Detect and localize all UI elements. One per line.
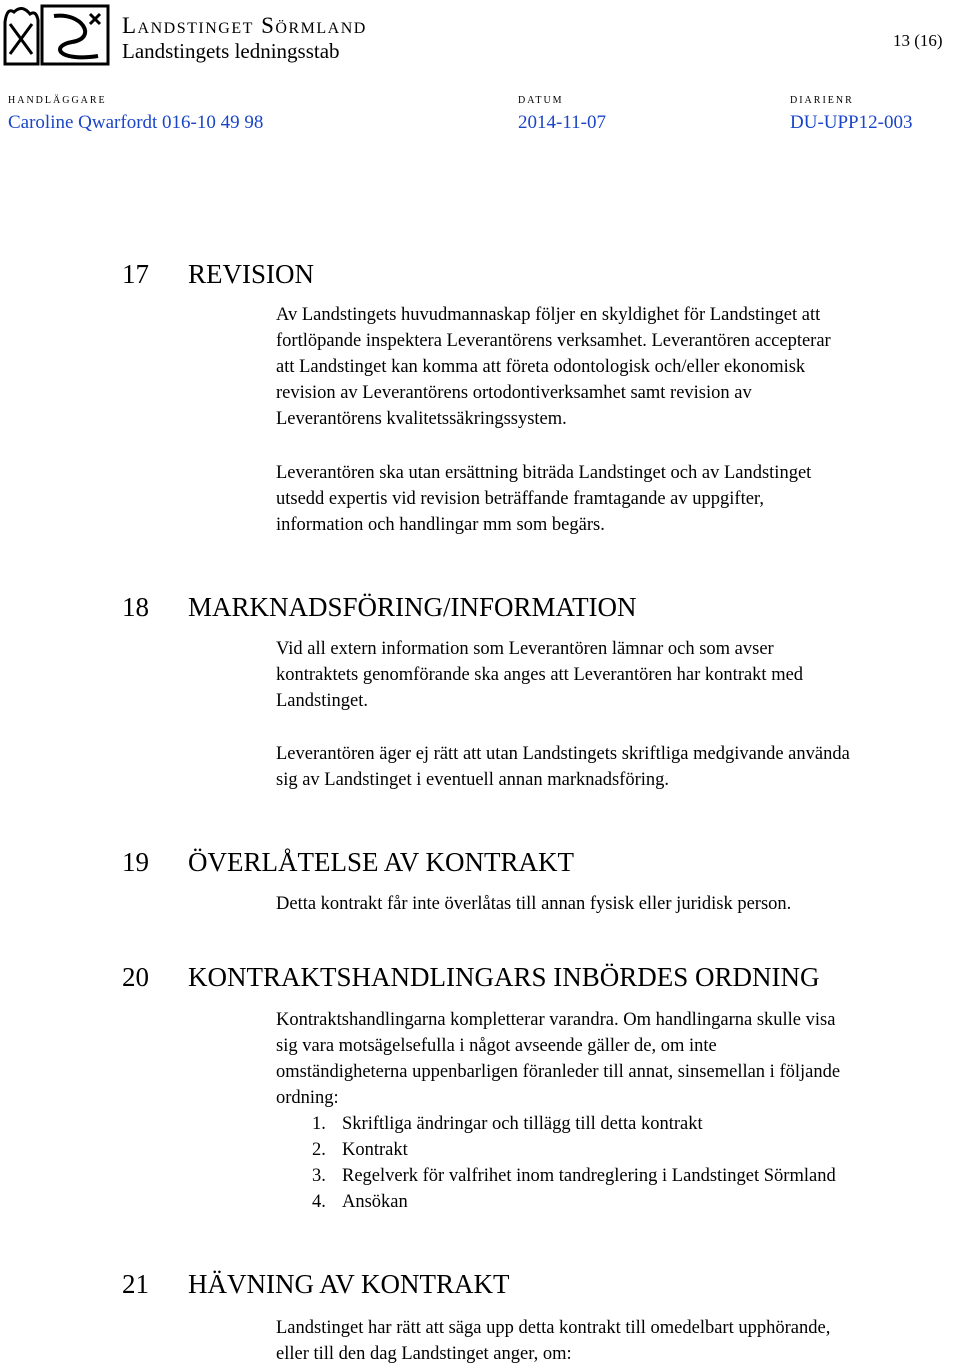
- paragraph: [276, 1007, 958, 1111]
- ordered-list: [312, 1111, 836, 1215]
- handlaggare-label: HANDLÄGGARE: [8, 95, 107, 106]
- paragraph: [276, 460, 958, 538]
- page-number: 13 (16): [893, 31, 943, 50]
- text-line: sig av Landstinget i eventuell annan marknadsföring.: [276, 770, 670, 790]
- text-line: utsedd expertis vid revision beträffande framtagande av uppgifter,: [276, 489, 764, 509]
- list-text: Kontrakt: [342, 1140, 408, 1160]
- diarienr-value: DU-UPP12-003: [790, 112, 913, 133]
- list-item: [312, 1111, 836, 1137]
- text-line: revision av Leverantörens ortodontiverksamhet samt revision av: [276, 383, 752, 403]
- list-number: 3.: [312, 1166, 326, 1186]
- text-line: Landstinget har rätt att säga upp detta kontrakt till omedelbart upphörande,: [276, 1318, 831, 1338]
- text-line: Leverantören ska utan ersättning biträda Landstinget och av Landstinget: [276, 463, 812, 483]
- paragraph: [276, 1315, 958, 1367]
- list-text: Skriftliga ändringar och tillägg till detta kontrakt: [342, 1114, 703, 1134]
- list-number: 4.: [312, 1192, 326, 1212]
- text-line: Leverantörens kvalitetssäkringssystem.: [276, 409, 567, 429]
- paragraph: [276, 891, 958, 917]
- landstinget-logo-icon: [2, 2, 110, 68]
- paragraph: [276, 302, 958, 432]
- text-line: fortlöpande inspektera Leverantörens verksamhet. Leverantören accepterar: [276, 331, 831, 351]
- text-line: information och handlingar mm som begärs.: [276, 515, 605, 535]
- section-title: KONTRAKTSHANDLINGARS INBÖRDES ORDNING: [188, 962, 820, 992]
- text-line: Leverantören äger ej rätt att utan Landstingets skriftliga medgivande använda: [276, 744, 850, 764]
- section-number: 21: [122, 1269, 149, 1299]
- handlaggare-value: Caroline Qwarfordt 016-10 49 98: [8, 112, 264, 133]
- org-subtitle: Landstingets ledningsstab: [122, 39, 340, 63]
- text-line: Landstinget.: [276, 691, 368, 711]
- list-item: [312, 1137, 836, 1163]
- list-item: [312, 1189, 836, 1215]
- list-number: 1.: [312, 1114, 326, 1134]
- org-name: Landstinget Sörmland: [122, 13, 367, 38]
- section-title: REVISION: [188, 259, 314, 289]
- section-number: 20: [122, 962, 149, 992]
- paragraph: [276, 741, 958, 793]
- section-number: 19: [122, 847, 149, 877]
- text-line: Kontraktshandlingarna kompletterar varandra. Om handlingarna skulle visa: [276, 1010, 836, 1030]
- diarienr-label: DIARIENR: [790, 95, 854, 106]
- datum-label: DATUM: [518, 95, 564, 106]
- section-number: 17: [122, 259, 149, 289]
- text-line: att Landstinget kan komma att företa odontologisk och/eller ekonomisk: [276, 357, 806, 377]
- text-line: Vid all extern information som Leverantören lämnar och som avser: [276, 639, 774, 659]
- list-item: [312, 1163, 836, 1189]
- text-line: kontraktets genomförande ska anges att Leverantören har kontrakt med: [276, 665, 804, 685]
- section-title: MARKNADSFÖRING/INFORMATION: [188, 592, 637, 622]
- section-title: ÖVERLÅTELSE AV KONTRAKT: [188, 847, 575, 877]
- list-text: Regelverk för valfrihet inom tandreglering i Landstinget Sörmland: [342, 1166, 836, 1186]
- text-line: Av Landstingets huvudmannaskap följer en skyldighet för Landstinget att: [276, 305, 821, 325]
- paragraph: [276, 636, 958, 714]
- text-line: eller till den dag Landstinget anger, om:: [276, 1344, 572, 1364]
- section-number: 18: [122, 592, 149, 622]
- datum-value: 2014-11-07: [518, 112, 606, 133]
- list-text: Ansökan: [342, 1192, 408, 1212]
- text-line: Detta kontrakt får inte överlåtas till annan fysisk eller juridisk person.: [276, 894, 792, 914]
- text-line: omständigheterna uppenbarligen föranleder till annat, sinsemellan i följande: [276, 1062, 841, 1082]
- text-line: ordning:: [276, 1088, 339, 1108]
- text-line: sig vara motsägelsefulla i något avseende gäller de, om inte: [276, 1036, 717, 1056]
- section-title: HÄVNING AV KONTRAKT: [188, 1269, 510, 1299]
- list-number: 2.: [312, 1140, 326, 1160]
